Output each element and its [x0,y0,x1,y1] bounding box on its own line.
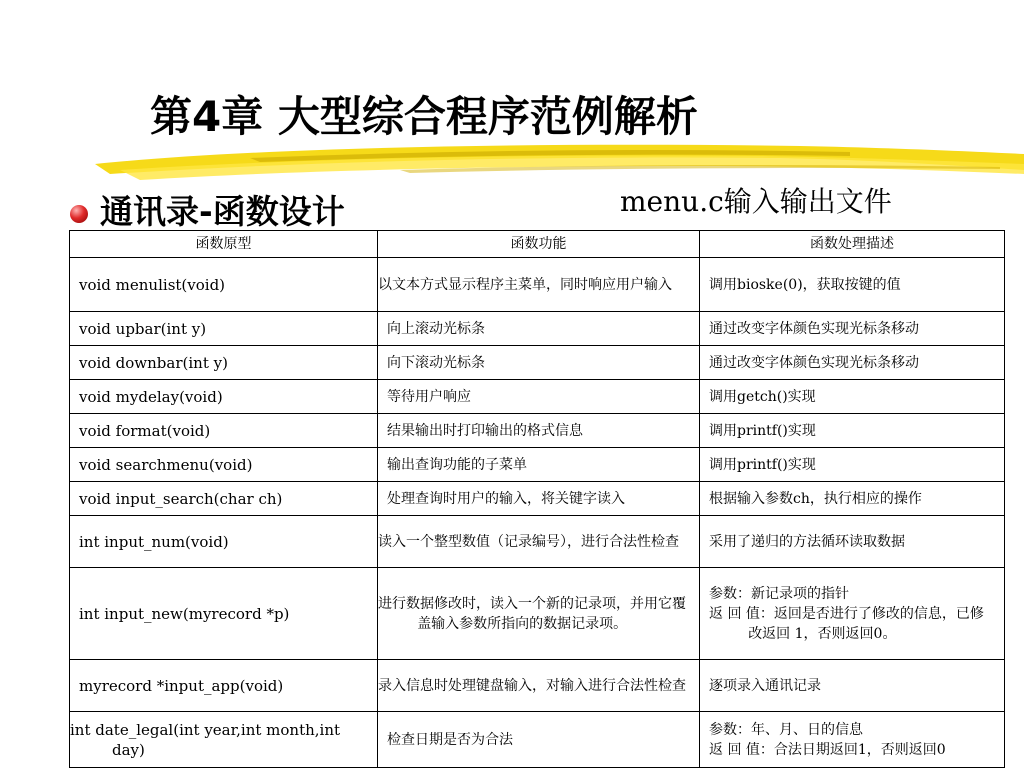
cell-description: 逐项录入通讯记录 [700,660,1005,712]
description-line: 返 回 值：返回是否进行了修改的信息，已修改返回 1，否则返回0。 [709,605,984,642]
table-row [70,568,1005,660]
description-line: 参数：年、月、日的信息 [709,721,863,738]
cell-function: 向上滚动光标条 [378,312,700,346]
header-function: 函数功能 [378,231,700,258]
description-line: 返 回 值：合法日期返回1，否则返回0 [709,741,946,758]
cell-prototype: int input_num(void) [70,516,378,568]
cell-prototype: void upbar(int y) [70,312,378,346]
function-table [69,230,1005,768]
table-row [70,516,1005,568]
table-row [70,482,1005,516]
table-row [70,712,1005,768]
cell-function: 以文本方式显示程序主菜单，同时响应用户输入 [378,258,700,312]
cell-prototype: void searchmenu(void) [70,448,378,482]
cell-prototype: void input_search(char ch) [70,482,378,516]
header-description: 函数处理描述 [700,231,1005,258]
cell-prototype: void downbar(int y) [70,346,378,380]
cell-prototype: void format(void) [70,414,378,448]
cell-description: 调用printf()实现 [700,448,1005,482]
header-prototype: 函数原型 [70,231,378,258]
description-line: 参数：新记录项的指针 [709,585,849,602]
cell-function: 读入一个整型数值（记录编号），进行合法性检查 [378,516,700,568]
cell-prototype: int input_new(myrecord *p) [70,568,378,660]
cell-function: 结果输出时打印输出的格式信息 [378,414,700,448]
cell-description: 根据输入参数ch，执行相应的操作 [700,482,1005,516]
table-row [70,258,1005,312]
cell-description: 采用了递归的方法循环读取数据 [700,516,1005,568]
cell-description: 调用bioske(0)，获取按键的值 [700,258,1005,312]
table-row [70,660,1005,712]
cell-function: 向下滚动光标条 [378,346,700,380]
cell-function: 进行数据修改时，读入一个新的记录项，并用它覆盖输入参数所指向的数据记录项。 [378,568,700,660]
table-row [70,312,1005,346]
cell-prototype: void menulist(void) [70,258,378,312]
table-row [70,448,1005,482]
cell-description [700,568,1005,660]
cell-description [700,712,1005,768]
cell-prototype: myrecord *input_app(void) [70,660,378,712]
cell-function: 处理查询时用户的输入，将关键字读入 [378,482,700,516]
table-row [70,380,1005,414]
table-row [70,414,1005,448]
cell-function: 输出查询功能的子菜单 [378,448,700,482]
cell-prototype: int date_legal(int year,int month,int day) [70,712,378,768]
cell-description: 调用getch()实现 [700,380,1005,414]
bullet-icon [70,205,88,223]
table-header-row [70,231,1005,258]
table-row [70,346,1005,380]
file-caption: menu.c输入输出文件 [620,185,892,218]
slide-title: 第4章 大型综合程序范例解析 [150,92,698,141]
cell-prototype: void mydelay(void) [70,380,378,414]
cell-description: 通过改变字体颜色实现光标条移动 [700,312,1005,346]
section-subtitle: 通讯录-函数设计 [100,192,345,231]
cell-function: 录入信息时处理键盘输入，对输入进行合法性检查 [378,660,700,712]
cell-function: 检查日期是否为合法 [378,712,700,768]
cell-function: 等待用户响应 [378,380,700,414]
cell-description: 调用printf()实现 [700,414,1005,448]
cell-description: 通过改变字体颜色实现光标条移动 [700,346,1005,380]
